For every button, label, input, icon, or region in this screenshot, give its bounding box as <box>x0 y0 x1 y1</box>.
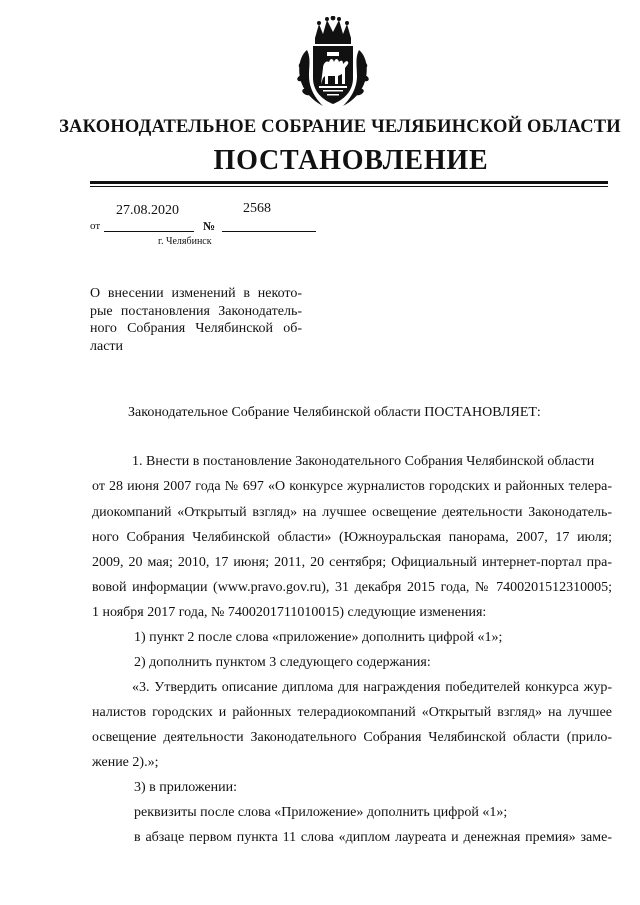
subject-line: ного Собрания Челябинской об- <box>90 321 302 336</box>
subject-line: ласти <box>90 338 124 354</box>
body-line: в абзаце первом пункта 11 слова «диплом лауреата и денежная премия» заме- <box>134 830 612 845</box>
city-label: г. Челябинск <box>158 236 212 247</box>
number-label: № <box>203 219 216 233</box>
body-line: «3. Утвердить описание диплома для награждения победителей конкурса жур- <box>132 680 612 695</box>
coat-of-arms-emblem <box>293 16 373 114</box>
body-line: ного Собрания Челябинской области» (Южноуральская панорама, 2007, 17 июля; <box>92 530 612 545</box>
document-date: 27.08.2020 <box>116 203 179 218</box>
preamble-text: Законодательное Собрание Челябинской области ПОСТАНОВЛЯЕТ: <box>128 405 541 420</box>
body-line: диокомпаний «Открытый взгляд» на лучшее освещение деятельности Законодатель- <box>92 505 612 520</box>
subject-line: рые постановления Законодатель- <box>90 303 302 319</box>
body-line: 2009, 20 мая; 2010, 17 июня; 2011, 20 сентября; Официальный интернет-портал пра- <box>92 555 612 570</box>
body-line: вовой информации (www.pravo.gov.ru), 31 декабря 2015 года, № 7400201512310005; <box>92 580 612 595</box>
document-type-heading: ПОСТАНОВЛЕНИЕ <box>213 145 489 176</box>
number-underline <box>222 231 316 232</box>
document-number: 2568 <box>243 201 271 216</box>
header-thick-rule <box>90 181 608 184</box>
body-line: 1 ноября 2017 года, № 7400201711010015) следующие изменения: <box>92 605 487 620</box>
body-line: освещение деятельности Законодательного Собрания Челябинской области (прило- <box>92 730 612 745</box>
body-line: 1) пункт 2 после слова «приложение» дополнить цифрой «1»; <box>134 630 503 645</box>
body-line: реквизиты после слова «Приложение» дополнить цифрой «1»; <box>134 805 508 820</box>
body-line: налистов городских и районных телерадиокомпаний «Открытый взгляд» на лучшее <box>92 705 612 720</box>
body-line: жение 2).»; <box>92 755 159 770</box>
organization-title: ЗАКОНОДАТЕЛЬНОЕ СОБРАНИЕ ЧЕЛЯБИНСКОЙ ОБЛАСТИ <box>59 117 621 137</box>
date-underline <box>104 231 194 232</box>
from-label: от <box>90 220 101 232</box>
body-line: от 28 июня 2007 года № 697 «О конкурсе журналистов городских и районных телера- <box>92 479 612 494</box>
subject-line: О внесении изменений в некото- <box>90 286 302 301</box>
header-thin-rule <box>90 186 608 187</box>
body-line: 3) в приложении: <box>134 780 237 795</box>
body-line: 1. Внести в постановление Законодательного Собрания Челябинской области <box>132 454 595 469</box>
body-line: 2) дополнить пунктом 3 следующего содержания: <box>134 655 431 670</box>
document-subject <box>90 285 302 355</box>
